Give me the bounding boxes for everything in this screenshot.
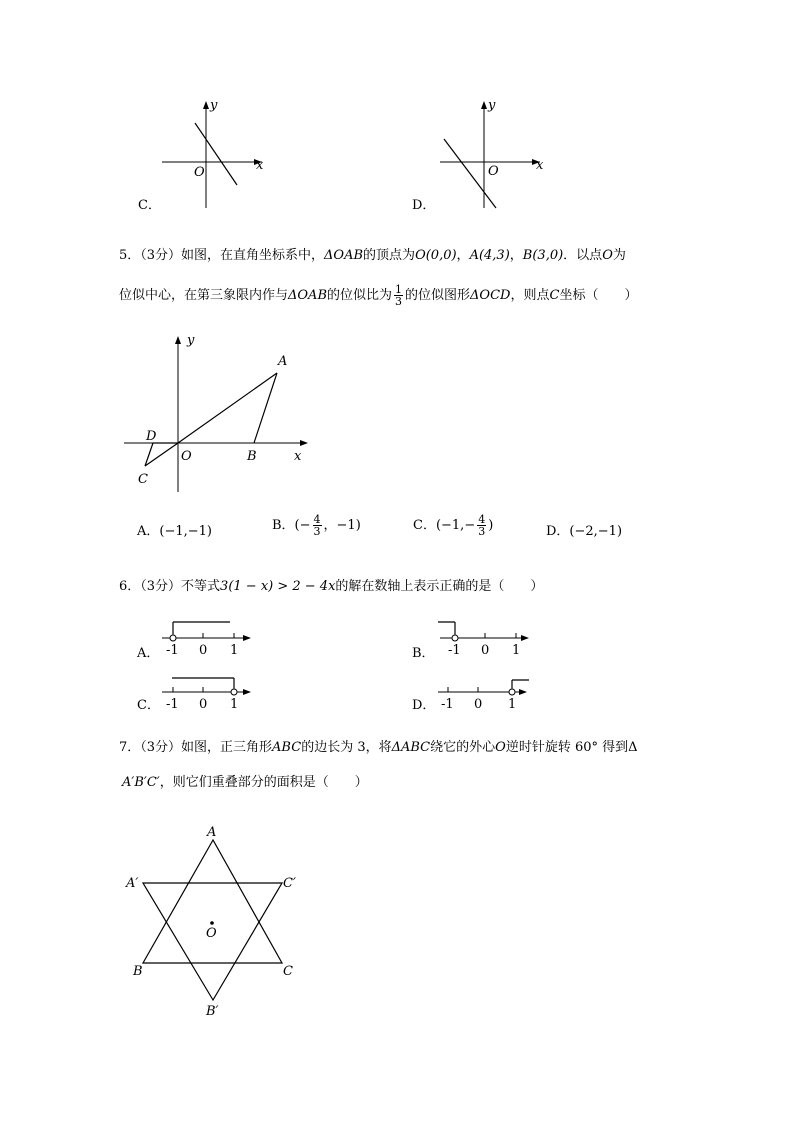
q6-option-d-label[interactable]: D． bbox=[412, 698, 436, 713]
vertex-a-prime-label: A′ bbox=[126, 876, 139, 891]
q4-option-d bbox=[430, 95, 580, 215]
point-b-label: B bbox=[247, 449, 257, 464]
tick-minus-one: -1 bbox=[166, 643, 179, 658]
q7-figure bbox=[118, 820, 318, 1025]
tick-zero: 0 bbox=[199, 643, 208, 658]
tick-zero: 0 bbox=[199, 697, 208, 712]
q7-text-line2: A′B′C′，则它们重叠部分的面积是（ ） bbox=[122, 775, 368, 790]
q6-option-b-label[interactable]: B． bbox=[412, 646, 435, 661]
vertex-a-label: A bbox=[207, 825, 217, 840]
q6-option-c-numberline bbox=[158, 672, 258, 712]
fraction-one-third: $\frac{1}{3}$ bbox=[395, 283, 403, 308]
q5-coordinate-figure bbox=[118, 330, 318, 500]
fraction-four-thirds: $\frac{4}{3}$ bbox=[478, 513, 486, 538]
point-d-label: D bbox=[146, 429, 157, 444]
vertex-c-label: C bbox=[283, 964, 293, 979]
q6-option-d-numberline bbox=[434, 672, 534, 712]
q4-option-d-graph bbox=[430, 95, 580, 215]
y-axis-label: y bbox=[488, 98, 496, 113]
q4-option-c bbox=[130, 95, 280, 215]
tick-one: 1 bbox=[230, 643, 239, 658]
q7-hexagram-figure bbox=[118, 820, 318, 1025]
tick-zero: 0 bbox=[481, 643, 490, 658]
q5-option-d[interactable]: D．(−2,−1) bbox=[546, 524, 623, 539]
q4-option-c-graph bbox=[130, 95, 280, 215]
vertex-b-label: B bbox=[133, 964, 143, 979]
q4-option-d-label: D． bbox=[412, 198, 436, 213]
x-axis-label: x bbox=[536, 158, 544, 173]
vertex-c-prime-label: C′ bbox=[283, 876, 296, 891]
center-o-label: O bbox=[206, 926, 217, 941]
y-axis-label: y bbox=[187, 333, 195, 348]
point-c-label: C bbox=[138, 472, 148, 487]
point-a-label: A bbox=[278, 354, 288, 369]
tick-minus-one: -1 bbox=[166, 697, 179, 712]
q7-text-line1: 7．（3分）如图，正三角形ABC的边长为 3，将ΔABC绕它的外心O逆时针旋转 60° 得到Δ bbox=[119, 740, 638, 755]
q5-option-a[interactable]: A．(−1,−1) bbox=[137, 524, 212, 539]
tick-zero: 0 bbox=[474, 697, 483, 712]
q5-text-line2: 位似中心，在第三象限内作与ΔOAB的位似比为 $\frac{1}{3}$ 的位似图形ΔOCD，则点C坐标（ ） bbox=[119, 283, 638, 308]
q5-figure bbox=[118, 330, 318, 500]
x-axis-label: x bbox=[294, 449, 302, 464]
origin-label: O bbox=[181, 449, 192, 464]
q5-text-line1: 5．（3分）如图，在直角坐标系中，ΔOAB的顶点为O(0,0)，A(4,3)，B(3,0)．以点O为 bbox=[119, 248, 626, 263]
tick-one: 1 bbox=[512, 643, 521, 658]
q6-option-c-label[interactable]: C． bbox=[137, 698, 160, 713]
q5-option-c[interactable]: C．(−1,− $\frac{4}{3}$ ) bbox=[413, 513, 494, 538]
q6-option-a-label[interactable]: A． bbox=[137, 646, 160, 661]
y-axis-label: y bbox=[210, 98, 218, 113]
tick-minus-one: -1 bbox=[441, 697, 454, 712]
q6-option-b-numberline bbox=[436, 618, 536, 658]
q6-option-a-numberline bbox=[158, 618, 258, 658]
origin-label: O bbox=[488, 164, 499, 179]
q4-option-c-label: C． bbox=[138, 198, 161, 213]
tick-one: 1 bbox=[508, 697, 517, 712]
q5-option-b[interactable]: B．(− $\frac{4}{3}$ ，−1) bbox=[272, 513, 361, 538]
tick-minus-one: -1 bbox=[448, 643, 461, 658]
x-axis-label: x bbox=[256, 158, 264, 173]
q6-text: 6．（3分）不等式3(1 − x) > 2 − 4x的解在数轴上表示正确的是（ ） bbox=[119, 579, 544, 594]
fraction-four-thirds: $\frac{4}{3}$ bbox=[313, 513, 321, 538]
vertex-b-prime-label: B′ bbox=[206, 1004, 219, 1019]
origin-label: O bbox=[194, 165, 205, 180]
tick-one: 1 bbox=[230, 697, 239, 712]
